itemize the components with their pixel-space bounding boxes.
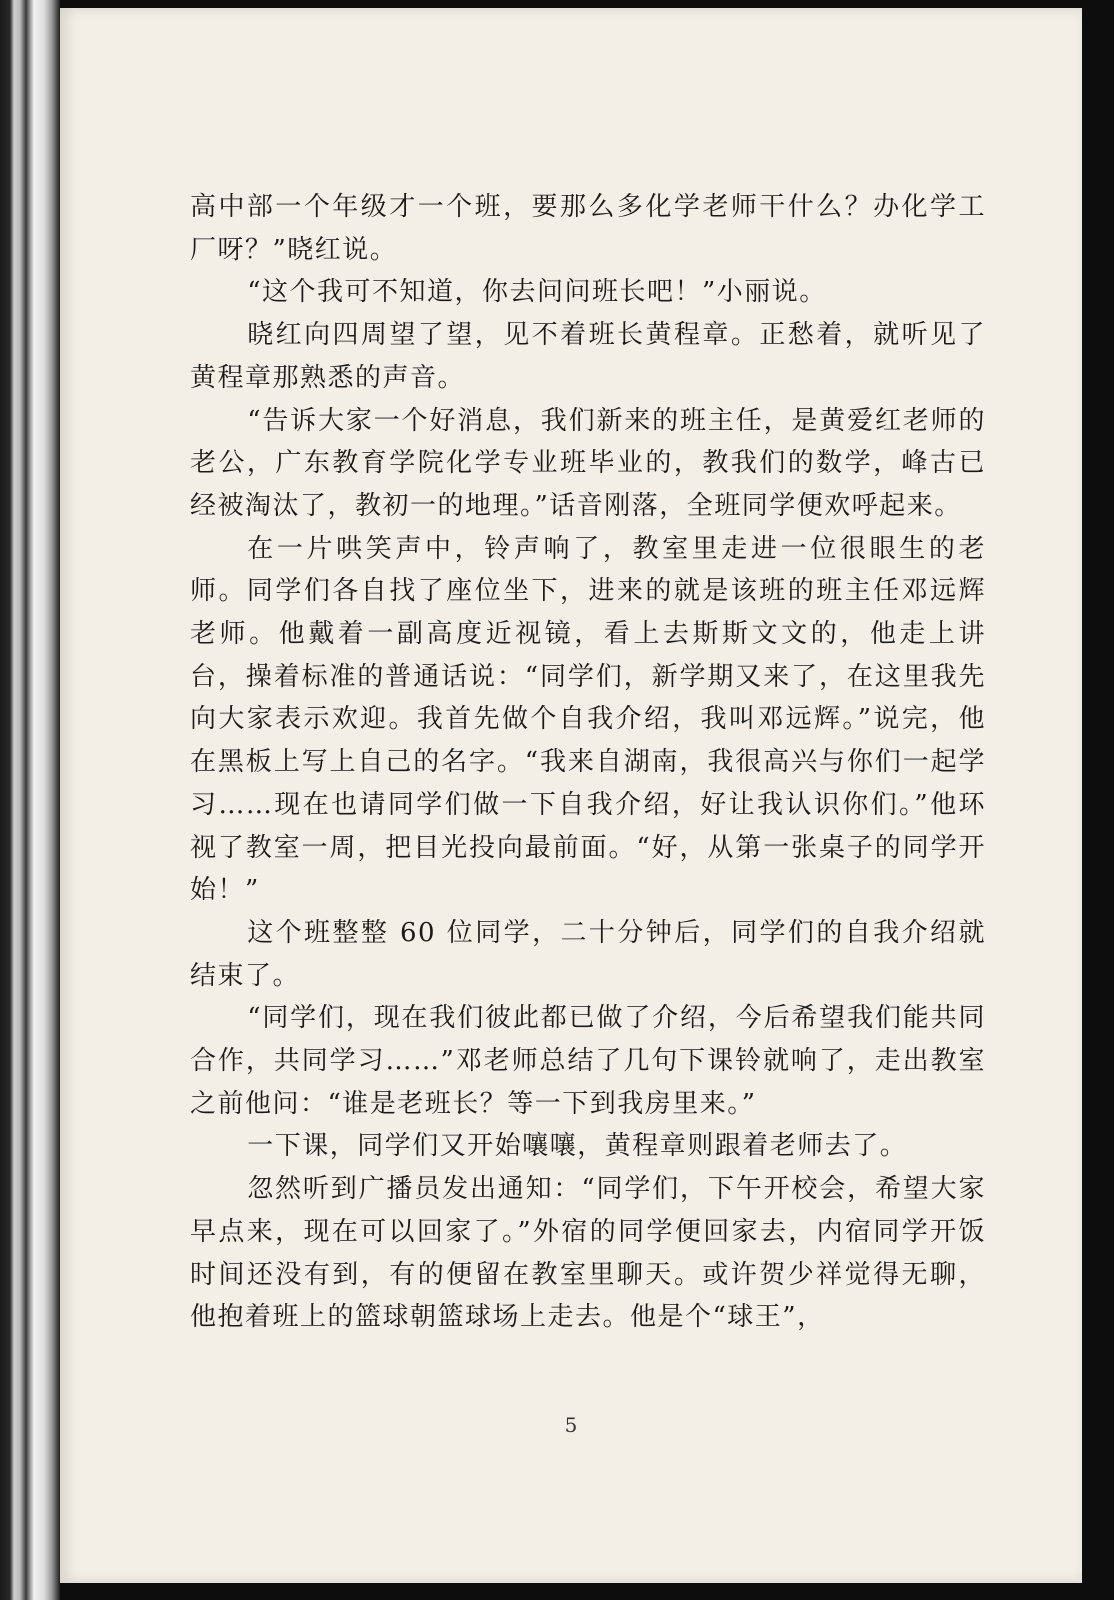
page-number: 5 <box>564 1413 578 1437</box>
book-page <box>60 8 1082 1583</box>
paragraph-2: “这个我可不知道，你去问问班长吧！”小丽说。 <box>247 277 827 308</box>
paragraph-6: 这个班整整 60 位同学，二十分钟后，同学们的自我介绍就结束了。 <box>190 917 986 991</box>
paragraph-4: “告诉大家一个好消息，我们新来的班主任，是黄爱红老师的老公，广东教育学院化学专业班毕业的，教我们的数学，峰古已经被淘汰了，教初一的地理。”话音刚落，全班同学便欢呼起来。 <box>190 405 986 521</box>
paragraph-9: 忽然听到广播员发出通知：“同学们，下午开校会，希望大家早点来，现在可以回家了。”外宿的同学便回家去，内宿同学开饭时间还没有到，有的便留在教室里聊天。或许贺少祥觉得无聊，他抱着班上的篮球朝篮球场上走去。他是个“球王”， <box>190 1174 986 1333</box>
paragraph-5: 在一片哄笑声中，铃声响了，教室里走进一位很眼生的老师。同学们各自找了座位坐下，进来的就是该班的班主任邓远辉老师。他戴着一副高度近视镜，看上去斯斯文文的，他走上讲台，操着标准的普通话说：“同学们，新学期又来了，在这里我先向大家表示欢迎。我首先做个自我介绍，我叫邓远辉。”说完，他在黑板上写上自己的名字。“我来自湖南，我很高兴与你们一起学习……现在也请同学们做一下自我介绍，好让我认识你们。”他环视了教室一周，把目光投向最前面。“好，从第一张桌子的同学开始！” <box>190 533 986 906</box>
paragraph-3: 晓红向四周望了望，见不着班长黄程章。正愁着，就听见了黄程章那熟悉的声音。 <box>190 320 986 393</box>
body-text <box>190 186 986 1339</box>
book-spine <box>0 0 60 1600</box>
paragraph-7: “同学们，现在我们彼此都已做了介绍，今后希望我们能共同合作，共同学习……”邓老师总结了几句下课铃就响了，走出教室之前他问：“谁是老班长？等一下到我房里来。” <box>190 1003 986 1119</box>
paragraph-1: 高中部一个年级才一个班，要那么多化学老师干什么？办化学工厂呀？”晓红说。 <box>190 192 986 265</box>
paragraph-8: 一下课，同学们又开始嚷嚷，黄程章则跟着老师去了。 <box>247 1131 908 1162</box>
